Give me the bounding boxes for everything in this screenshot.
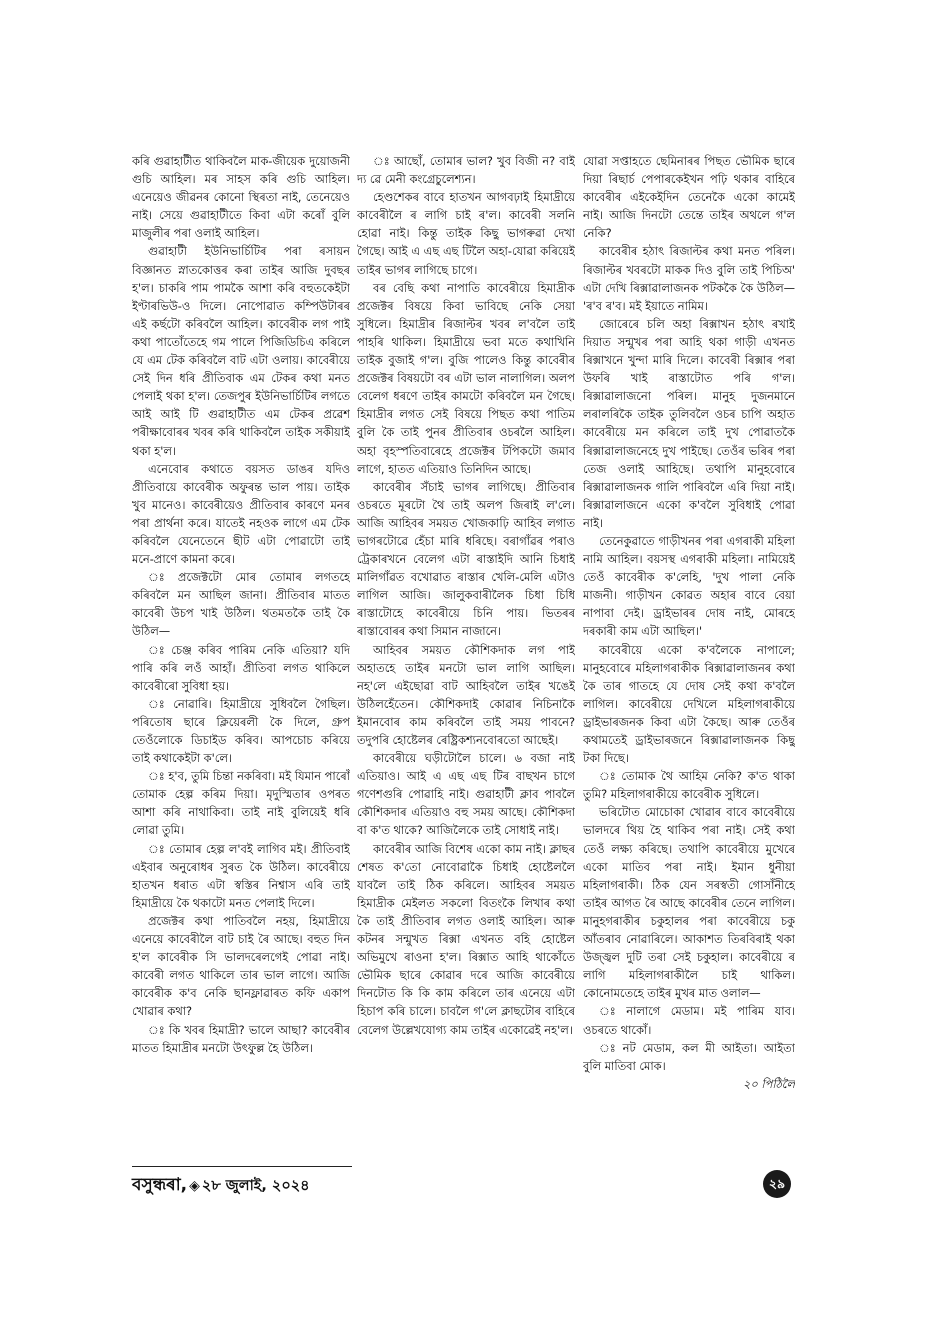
paragraph: ঃ আছোঁ, তোমাৰ ভাল? খুব বিজী ন? বাই দ্য ৱে মেনী কংগ্ৰেচুলেশ্যন। [357,154,575,187]
paragraph: জোৰেৰে চলি অহা ৰিক্সাখন হঠাৎ ৰখাই দিয়াত সন্মুখৰ পৰা আহি থকা গাড়ী এখনত ৰিক্সাখনে খুন্দা মাৰি দিলে। কাবেৰী ৰিক্সাৰ পৰা উফৰি খাই ৰাস্তাটোত পৰি গ'ল। ৰিক্সাৱালাজনো পৰিল। মানুহ দুজনমানে লৰালৰিকৈ তাইক তুলিবলৈ ওচৰ চাপি অহাত কাবেৰীয়ে মন কৰিলে তাই দুখ পোৱাতকৈ ৰিক্সাৱালাজনেহে দুখ পাইছে। তেওঁৰ ভৰিৰ পৰা তেজ ওলাই আহিছে। তথাপি মানুহবোৰে ৰিক্সাৱালাজনক গালি পাৰিবলৈ এৰি দিয়া নাই। ৰিক্সাৱালাজনে একো ক'বলৈ সুবিধাই পোৱা নাই। [583,316,795,530]
paragraph: যোৱা সপ্তাহতে ছেমিনাৰৰ পিছত ভৌমিক ছাৰে দিয়া ৰিছাৰ্চ পেপাৰকেইখন পঢ়ি থকাৰ বাহিৰে কাবেৰীৰ এইকেইদিন তেনেকৈ একো কামেই নাই। আজি দিনটো তেন্তে তাইৰ অথলে গ'ল নেকি? [583,154,795,241]
paragraph: বৰ বেছি কথা নাপাতি কাবেৰীয়ে হিমাদ্ৰীক প্ৰজেক্টৰ বিষয়ে কিবা ভাবিছে নেকি সেয়া সুধিলে। হিমাদ্ৰীৰ ৰিজাল্টৰ খবৰ ল'বলৈ তাই পাহৰি থাকিল। হিমাদ্ৰীয়ে ভবা মতে কথাখিনি তাইক বুজাই গ'ল। বুজি পালেও কিন্তু কাবেৰীৰ প্ৰজেক্টৰ বিষয়টো বৰ এটা ভাল নালাগিল। অলপ বেলেগ ধৰণে তাইৰ কামটো কৰিবলৈ মন গৈছে। হিমাদ্ৰীৰ লগত সেই বিষয়ে পিছত কথা পাতিম বুলি কৈ তাই পুনৰ প্ৰীতিবাৰ ওচৰলৈ আহিল। অহা বৃহস্পতিবাৰেহে প্ৰজেক্টৰ টপিকটো জমাব লাগে, হাতত এতিয়াও তিনিদিন আছে। [357,280,575,476]
text-column-2 [357,152,575,1167]
paragraph: ঃ তোমাৰ হেল্প ল'বই লাগিব মই। প্ৰীতিবাই এইবাৰ অনুৰোধৰ সুৰত কৈ উঠিল। কাবেৰীয়ে হাতখন ধৰাত এটা স্বস্তিৰ নিশ্বাস এৰি তাই হিমাদ্ৰীয়ে কৈ থকাটো মনত পেলাই দিলে। [132,841,350,910]
paragraph: হেণ্ডশেকৰ বাবে হাতখন আগবঢ়াই হিমাদ্ৰীয়ে কাবেৰীলৈ ৰ লাগি চাই ৰ'ল। কাবেৰী সলনি হোৱা নাই। কিন্তু তাইক কিছু ভাগৰুৱা দেখা গৈছে। আই এ এছ এছ টিলৈ অহা-যোৱা কৰিয়েই তাইৰ ভাগৰ লাগিছে চাগে। [357,190,575,277]
paragraph: কাবেৰীৰ হঠাৎ ৰিজাল্টৰ কথা মনত পৰিল। ৰিজাল্টৰ খবৰটো মাকক দিও বুলি তাই পিচিঅ' এটা দেখি ৰিক্সাৱালাজনক পটককৈ কৈ উঠিল— 'ৰ'ব ৰ'ব। মই ইয়াতে নামিম। [583,244,795,313]
footer-rule [132,1166,352,1167]
paragraph: কাবেৰীৰ সঁচাই ভাগৰ লাগিছে। প্ৰীতিবাৰ ওচৰতে মূৰটো থৈ তাই অলপ জিৰাই ল'লে। আজি আহিবৰ সময়ত খোজকাঢ়ি আহিব লগাত ভাগৰটোৱে হেঁচা মাৰি ধৰিছে। বৰাগাঁৱৰ পৰাও ট্ৰেকাৰখনে বেলেগ এটা ৰাস্তাইদি আনি চিধাই মালিগাঁৱত বখোৱাত ৰাস্তাৰ খেলি-মেলি এটাও লাগিল আজি। জালুকবাৰীলৈক চিধা চিধি ৰাস্তাটোহে কাবেৰীয়ে চিনি পায়। ভিতৰৰ ৰাস্তাবোৰৰ কথা সিমান নাজানে। [357,479,575,639]
paragraph: ঃ নট মেডাম, কল মী আইতা। আইতা বুলি মাতিবা মোক। [583,1040,795,1073]
paragraph: কৰি গুৱাহাটীত থাকিবলৈ মাক-জীয়েক দুয়োজনী গুচি আহিল। মৰ সাহস কৰি গুচি আহিল। এনেয়েও জীৱনৰ কোনো স্থিৰতা নাই, তেনেয়েও নাই। সেয়ে গুৱাহাটীতে কিবা এটা কৰোঁ বুলি মাজুলীৰ পৰা ওলাই আহিল। [132,154,350,241]
paragraph: গুৱাহাটী ইউনিভাৰ্চিটিৰ পৰা ৰসায়ন বিজ্ঞানত স্নাতকোত্তৰ কৰা তাইৰ আজি দুবছৰ হ'ল। চাকৰি পাম পামকৈ আশা কৰি বহুতকেইটা ইণ্টাৰভিউ-ও দিলে। নোপোৱাত কম্পিউটাৰৰ এই কৰ্ছটো কৰিবলৈ আহিল। কাবেৰীক লগ পাই কথা পাতোঁতেহে গম পালে পিজিডিচিএ কৰিলে যে এম টেক কৰিবলৈ বাট এটা ওলায়। কাবেৰীয়ে সেই দিন ধৰি প্ৰীতিবাক এম টেকৰ কথা মনত পেলাই থকা হ'ল। তেজপুৰ ইউনিভাৰ্চিটিৰ লগতে আই আই টি গুৱাহাটীত এম টেকৰ প্ৰৱেশ পৰীক্ষাবোৰৰ খবৰ কৰি থাকিবলৈ তাইক সকীয়াই থকা হ'ল। [132,244,350,458]
paragraph: ভৰিটোত মোচোকা খোৱাৰ বাবে কাবেৰীয়ে ভালদৰে থিয় হৈ থাকিব পৰা নাই। সেই কথা তেওঁ লক্ষ্য কৰিছে। তথাপি কাবেৰীয়ে মুখেৰে একো মাতিব পৰা নাই। ইমান ধুনীয়া মহিলাগৰাকী। ঠিক যেন সৰস্বতী গোসাঁনীহে তাইৰ আগত ৰৈ আছে কাবেৰীৰ তেনে লাগিল। মানুহগৰাকীৰ চকুহালৰ পৰা কাবেৰীয়ে চকু আঁতৰাব নোৱাৰিলে। আকাশত তিৰবিৰাই থকা উজ্জ্বল দুটি তৰা সেই চকুহাল। কাবেৰীয়ে ৰ লাগি মহিলাগৰাকীলৈ চাই থাকিল। কোনোমতেহে তাইৰ মুখৰ মাত ওলাল— [583,805,795,1001]
footer-symbol: ◈ [189,1178,200,1194]
paragraph: আহিবৰ সময়ত কৌশিকদাক লগ পাই অহাতহে তাইৰ মনটো ভাল লাগি আছিল। নহ'লে এইছোৱা বাট আহিবলৈ তাইৰ খঙেই উঠিলহেঁতেন। কৌশিকদাই কোৱাৰ নিচিনাকৈ ইমানবোৰ কাম কৰিবলৈ তাই সময় পাবনে? তদুপৰি হোষ্টেলৰ ৰেষ্ট্ৰিকশ্যনবোৰতো আছেই। [357,642,575,747]
paragraph: কাবেৰীয়ে ঘড়ীটোলৈ চালে। ৬ বজা নাই এতিয়াও। আই এ এছ এছ টিৰ বাছখন চাগে গণেশগুৰি পোৱাহি নাই। গুৱাহাটী ক্লাব পাবলৈ কৌশিকদাৰ এতিয়াও বহু সময় আছে। কৌশিকদা বা ক'ত থাকে? আজিলৈকে তাই সোধাই নাই। [357,751,575,838]
paragraph: কাবেৰীয়ে একো ক'বলৈকে নাপালে; মানুহবোৰে মহিলাগৰাকীক ৰিক্সাৱালাজনৰ কথা কৈ তাৰ গাতহে যে দোষ সেই কথা ক'বলৈ লাগিল। কাবেৰীয়ে দেখিলে মহিলাগৰাকীয়ে ড্ৰাইভাৰজনক কিবা এটা কৈছে। আৰু তেওঁৰ কথামতেই ড্ৰাইভাৰজনে ৰিক্সাৱালাজনক কিছু টকা দিছে। [583,642,795,766]
continued-on-label: ২০ পিঠিলৈ [742,1076,795,1091]
paragraph: ঃ প্ৰজেক্টটো মোৰ তোমাৰ লগতহে কৰিবলৈ মন আছিল জানা। প্ৰীতিবাৰ মাতত কাবেৰী উচপ খাই উঠিল। থতমতকৈ তাই কৈ উঠিল— [132,570,350,639]
magazine-name: বসুন্ধৰা [132,1175,181,1195]
paragraph: ঃ নালাগে মেডাম। মই পাৰিম যাব। ওচৰতে থাকোঁ। [583,1004,795,1037]
paragraph: ঃ হ'ব, তুমি চিন্তা নকৰিবা। মই যিমান পাৰোঁ তোমাক হেল্প কৰিম দিয়া। মৃদুস্মিতাৰ ওপৰত আশা কৰি নাথাকিবা। তাই নাই বুলিয়েই ধৰি লোৱা তুমি। [132,769,350,838]
paragraph: এনেবোৰ কথাতে বয়সত ডাঙৰ যদিও প্ৰীতিবায়ে কাবেৰীক অফুৰন্ত ভাল পায়। তাইক খুব মানেও। কাবেৰীয়েও প্ৰীতিবাৰ কাৰণে মনৰ পৰা প্ৰাৰ্থনা কৰে। যাতেই নহওক লাগে এম টেক কৰিবলৈ যেনেতেনে ছীট এটা পোৱাটো তাই মনে-প্ৰাণে কামনা কৰে। [132,461,350,567]
paragraph: ঃ চেঞ্জ কৰিব পাৰিম নেকি এতিয়া? যদি পাৰি কৰি লওঁ আহাঁ। প্ৰীতিবা লগত থাকিলে কাবেৰীৰো সুবিধা হয়। [132,642,350,693]
paragraph: ঃ কি খবৰ হিমাদ্ৰী? ভালে আছা? কাবেৰীৰ মাতত হিমাদ্ৰীৰ মনটো উৎফুল্ল হৈ উঠিল। [132,1022,350,1055]
paragraph: প্ৰজেক্টৰ কথা পাতিবলৈ নহয়, হিমাদ্ৰীয়ে এনেয়ে কাবেৰীলৈ বাট চাই ৰৈ আছে। বহুত দিন হ'ল কাবেৰীক সি ভালদৰেলগেই পোৱা নাই। কাবেৰী লগত থাকিলে তাৰ ভাল লাগে। আজি কাবেৰীক ক'ব নেকি ছানফ্লাৱাৰত কফি একাপ খোৱাৰ কথা? [132,913,350,1019]
text-column-1 [132,152,350,1167]
paragraph: ঃ তোমাক থৈ আহিম নেকি? ক'ত থাকা তুমি? মহিলাগৰাকীয়ে কাবেৰীক সুধিলে। [583,769,795,802]
paragraph: ঃ নোৱাৰি। হিমাদ্ৰীয়ে সুধিবলৈ গৈছিল। পৰিতোষ ছাৰে ক্লিয়েৰলী কৈ দিলে, গ্ৰুপ তেওঁলোকে ডিচাইড কৰিব। আপচোচ কৰিয়ে তাই কথাকেইটা ক'লে। [132,696,350,766]
issue-date: ২৮ জুলাই, ২০২৪ [201,1178,310,1194]
text-column-3 [583,152,795,1167]
page-number-badge: ২৯ [763,1170,791,1198]
paragraph: তেনেকুৱাতে গাড়ীখনৰ পৰা এগৰাকী মহিলা নামি আহিল। বয়সস্থ এগৰাকী মহিলা। নামিয়েই তেওঁ কাবেৰীক ক'লেহি, 'দুখ পালা নেকি মাজনী। গাড়ীখন কোৱত অহাৰ বাবে বেয়া নাপাবা দেই। ড্ৰাইভাৰৰ দোষ নাই, মোৰহে দৰকাৰী কাম এটা আছিল।' [583,533,795,639]
page-footer: বসুন্ধৰা, ◈ ২৮ জুলাই, ২০২৪ [132,1175,310,1195]
paragraph: কাবেৰীৰ আজি বিশেষ একো কাম নাই। ক্লাছৰ শেষত ক'তো নোবোৱাকৈ চিধাই হোষ্টেললৈ যাবলৈ তাই ঠিক কৰিলে। আহিবৰ সময়ত হিমাদ্ৰীক মেইলত সকলো বিতংকৈ লিখাৰ কথা কৈ তাই প্ৰীতিবাৰ লগত ওলাই আহিল। আৰু কটনৰ সন্মুখত ৰিক্সা এখনত বহি হোষ্টেল অভিমুখে ৰাওনা হ'ল। ৰিক্সাত আহি থাকোঁতে ভৌমিক ছাৰে কোৱাৰ দৰে আজি কাবেৰীয়ে দিনটোত কি কি কাম কৰিলে তাৰ এনেয়ে এটা হিচাপ কৰি চালে। চাবলৈ গ'লে ক্লাছটোৰ বাহিৰে বেলেগ উল্লেখযোগ্য কাম তাইৰ একোৱেই নহ'ল। [357,841,575,1037]
